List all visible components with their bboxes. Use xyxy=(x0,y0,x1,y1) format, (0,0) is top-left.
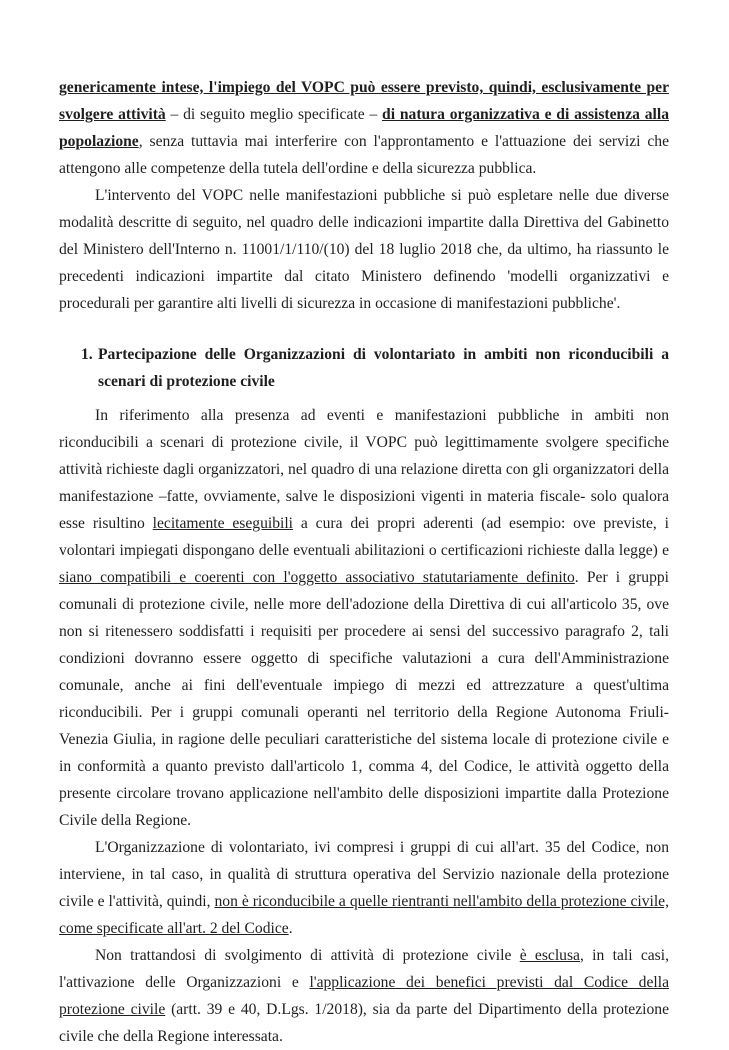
text-segment: di natura organizzativa e di assistenza alla popolazione xyxy=(59,106,669,150)
text-segment: è esclusa xyxy=(519,947,580,964)
text-segment: L'Organizzazione di volontariato, ivi compresi i gruppi di cui all'art. 35 del Codice, non interviene, in tal caso, in qualità di struttura operativa del Servizio nazionale della protezione civile e l'attività, quindi, xyxy=(59,839,669,910)
text-segment: l'applicazione dei benefici previsti dal Codice della protezione civile xyxy=(59,974,669,1018)
text-segment: lecitamente eseguibili xyxy=(152,515,294,532)
text-segment: . xyxy=(288,920,293,937)
text-segment: a cura dei propri aderenti (ad esempio: ove previste, i volontari impiegati dispongano delle eventuali abilitazioni o certificazioni richieste dalla legge) e xyxy=(59,515,669,559)
paragraph xyxy=(59,182,669,317)
text-segment: L'intervento del VOPC nelle manifestazioni pubbliche si può espletare nelle due diverse modalità descritte di seguito, nel quadro delle indicazioni impartite dalla Direttiva del Gabinetto del Ministero dell'Interno n. 11001/1/110/(10) del 18 luglio 2018 che, da ultimo, ha riassunto le precedenti indicazioni impartite dal citato Ministero definendo 'modelli organizzativi e procedurali per garantire alti livelli di sicurezza in occasione di manifestazioni pubbliche'. xyxy=(59,187,669,312)
text-segment: , senza tuttavia mai interferire con l'approntamento e l'attuazione dei servizi che attengono alle competenze della tutela dell'ordine e della sicurezza pubblica. xyxy=(59,133,669,177)
text-segment: In riferimento alla presenza ad eventi e manifestazioni pubbliche in ambiti non riconducibili a scenari di protezione civile, il VOPC può legittimamente svolgere specifiche attività richieste dagli organizzatori, nel quadro di una relazione diretta con gli organizzatori della manifestazione –fatte, ovviamente, salve le disposizioni vigenti in materia fiscale- solo qualora esse risultino xyxy=(59,407,669,532)
section-heading xyxy=(59,341,669,395)
heading-text: Partecipazione delle Organizzazioni di volontariato in ambiti non riconducibili a scenari di protezione civile xyxy=(98,346,669,390)
paragraph xyxy=(59,942,669,1050)
text-segment: – di seguito meglio specificate – xyxy=(165,106,383,123)
paragraph xyxy=(59,834,669,942)
paragraph xyxy=(59,74,669,182)
text-segment: . Per i gruppi comunali di protezione civile, nelle more dell'adozione della Direttiva di cui all'articolo 35, ove non si ritenessero soddisfatti i requisiti per procedere ai sensi del successivo paragrafo 2, tali condizioni dovranno essere oggetto di specifiche valutazioni a cura dell'Amministrazione comunale, anche ai fini dell'eventuale impiego di mezzi ed attrezzature a quest'ultima riconducibili. Per i gruppi comunali operanti nel territorio della Regione Autonoma Friuli-Venezia Giulia, in ragione delle peculiari caratteristiche del sistema locale di protezione civile e in conformità a quanto previsto dall'articolo 1, comma 4, del Codice, le attività oggetto della presente circolare trovano applicazione nell'ambito delle disposizioni impartite dalla Protezione Civile della Regione. xyxy=(59,569,669,829)
text-segment: , in tali casi, l'attivazione delle Organizzazioni e xyxy=(59,947,669,991)
text-segment: Non trattandosi di svolgimento di attività di protezione civile xyxy=(95,947,520,964)
paragraph xyxy=(59,402,669,834)
text-segment: (artt. 39 e 40, D.Lgs. 1/2018), sia da parte del Dipartimento della protezione civile che della Regione interessata. xyxy=(59,1001,669,1045)
text-segment: non è riconducibile a quelle rientranti nell'ambito della protezione civile, come specificate all'art. 2 del Codice xyxy=(59,893,669,937)
text-segment: siano compatibili e coerenti con l'oggetto associativo statutariamente definito xyxy=(59,569,575,586)
text-segment: genericamente intese, l'impiego del VOPC può essere previsto, quindi, esclusivamente per svolgere attività xyxy=(59,79,669,123)
heading-number: 1. xyxy=(81,346,93,363)
